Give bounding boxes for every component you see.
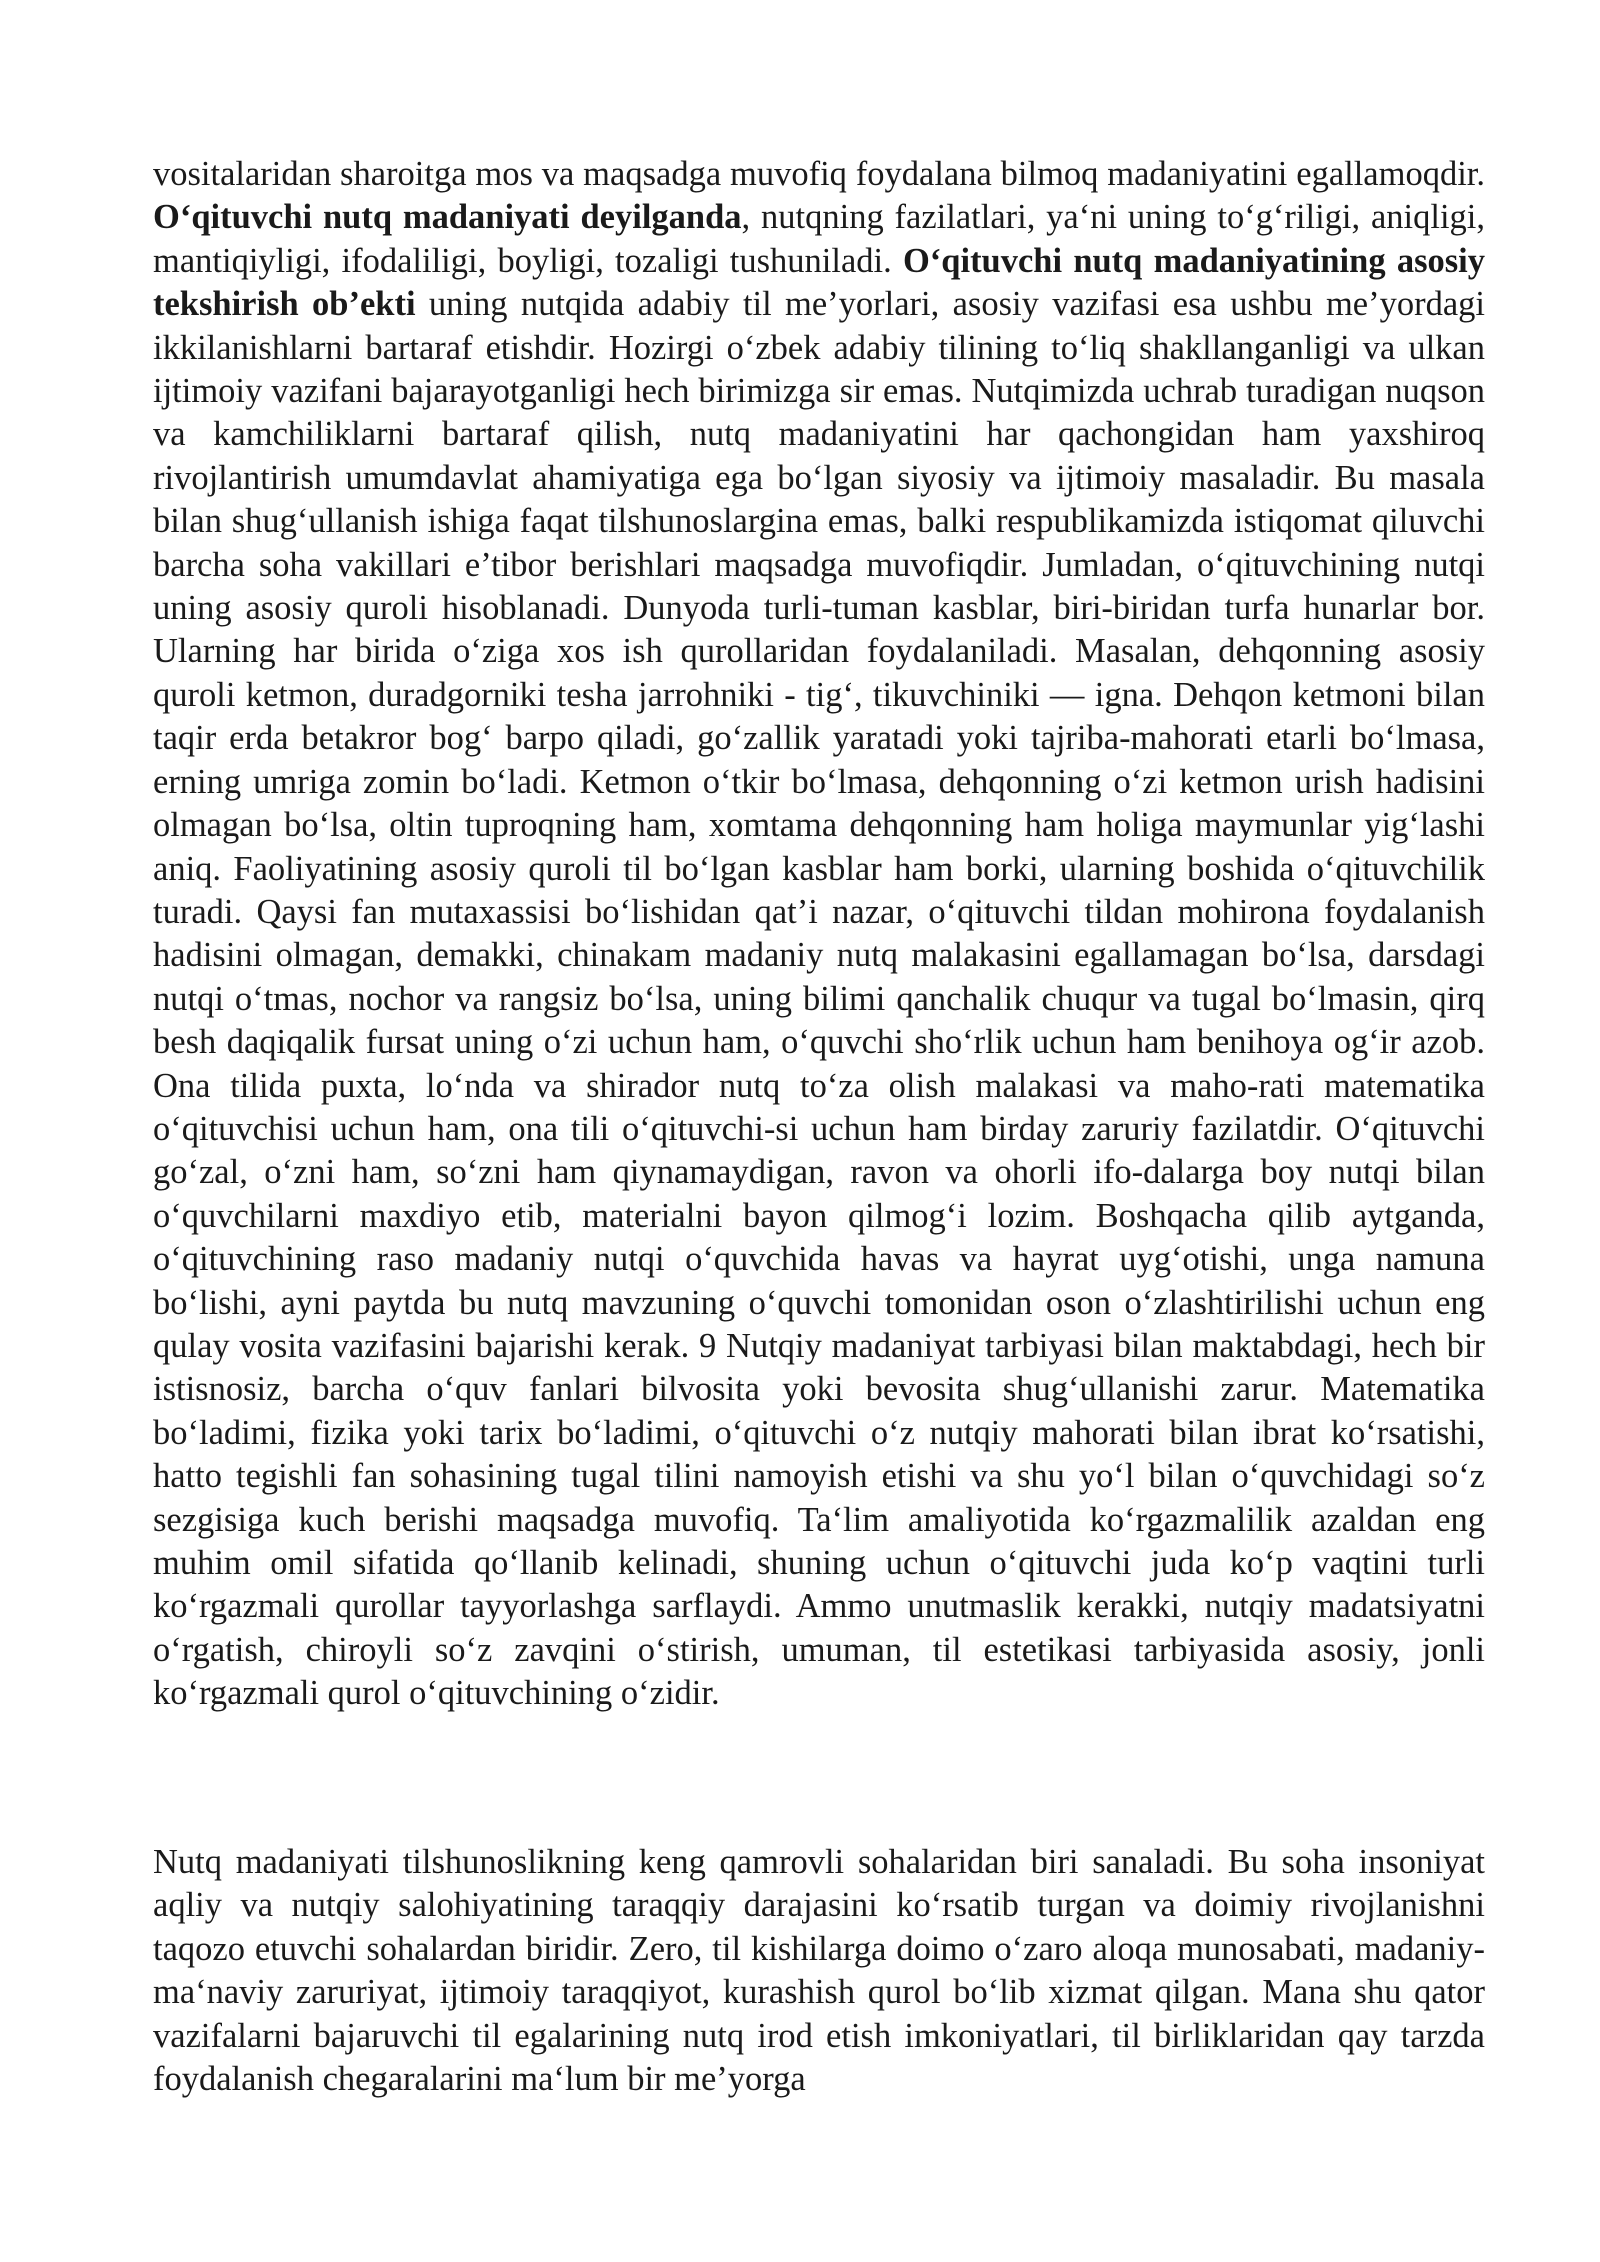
bold-term: O‘qituvchi nutq madaniyatining asosiy tekshirish ob’ekti xyxy=(153,241,1486,324)
text-segment: Nutq madaniyati tilshunoslikning keng qamrovli sohalaridan biri sanaladi. Bu soha insoniyat aqliy va nutqiy salohiyatining taraqqiy darajasini ko‘rsatib turgan va doimiy rivojlanishni taqozo etuvchi sohalardan biridir. Zero, til kishilarga doimo o‘zaro aloqa munosabati, madaniy-ma‘naviy zaruriyat, ijtimoiy taraqqiyot, kurashish qurol bo‘lib xizmat qilgan. Mana shu qator vazifalarni bajaruvchi til egalarining nutq irod etish imkoniyatlari, til birliklaridan qay tarzda foydalanish chegaralarini ma‘lum bir me’yorga xyxy=(153,1843,1485,2099)
text-segment: vositalaridan sharoitga mos va maqsadga muvofiq foydalana bilmoq madaniyatini egallamoqdir. xyxy=(153,155,1485,193)
bold-term: O‘qituvchi nutq madaniyati deyilganda xyxy=(153,198,742,237)
text-segment: , nutqning fazilatlari, ya‘ni uning to‘g‘riligi, aniqligi, mantiqiyligi, ifodaliligi, boyligi, tozaligi tushuniladi. xyxy=(153,198,1486,280)
body-paragraph-2 xyxy=(153,1841,1485,2101)
paragraph-text xyxy=(153,153,1485,1716)
text-segment: uning nutqida adabiy til me’yorlari, asosiy vazifasi esa ushbu me’yordagi ikkilanishlarni bartaraf etishdir. Hozirgi o‘zbek adabiy tilining to‘liq shakllanganligi va ulkan ijtimoiy vazifani bajarayotganligi hech birimizga sir emas. Nutqimizda uchrab turadigan nuqson va kamchiliklarni bartaraf qilish, nutq madaniyatini har qachongidan ham yaxshiroq rivojlantirish umumdavlat ahamiyatiga ega bo‘lgan siyosiy va ijtimoiy masaladir. Bu masala bilan shug‘ullanish ishiga faqat tilshunoslargina emas, balki respublikamizda istiqomat qiluvchi barcha soha vakillari e’tibor berishlari maqsadga muvofiqdir. Jumladan, o‘qituvchining nutqi uning asosiy quroli hisoblanadi. Dunyoda turli-tuman kasblar, biri-biridan turfa hunarlar bor. Ularning har birida o‘ziga xos ish qurollaridan foydalaniladi. Masalan, dehqonning asosiy quroli ketmon, duradgorniki tesha jarrohniki - tig‘, tikuvchiniki — igna. Dehqon ketmoni bilan taqir erda betakror bog‘ barpo qiladi, go‘zallik yaratadi yoki tajriba-mahorati etarli bo‘lmasa, erning umriga zomin bo‘ladi. Ketmon o‘tkir bo‘lmasa, dehqonning o‘zi ketmon urish hadisini olmagan bo‘lsa, oltin tuproqning ham, xomtama dehqonning ham holiga maymunlar yig‘lashi aniq. Faoliyatining asosiy quroli til bo‘lgan kasblar ham borki, ularning boshida o‘qituvchilik turadi. Qaysi fan mutaxassisi bo‘lishidan qat’i nazar, o‘qituvchi tildan mohirona foydalanish hadisini olmagan, demakki, chinakam madaniy nutq malakasini egallamagan bo‘lsa, darsdagi nutqi o‘tmas, nochor va rangsiz bo‘lsa, uning bilimi qanchalik chuqur va tugal bo‘lmasin, qirq besh daqiqalik fursat uning o‘zi uchun ham, o‘quvchi sho‘rlik uchun ham benihoya og‘ir azob. Ona tilida puxta, lo‘nda va shirador nutq to‘za olish malakasi va maho-rati matematika o‘qituvchisi uchun ham, ona tili o‘qituvchi-si uchun ham birday zaruriy fazilatdir. O‘qituvchi go‘zal, o‘zni ham, so‘zni ham qiynamaydigan, ravon va ohorli ifo-dalarga boy nutqi bilan o‘quvchilarni maxdiyo etib, materialni bayon qilmog‘i lozim. Boshqacha qilib aytganda, o‘qituvchining raso madaniy nutqi o‘quvchida havas va hayrat uyg‘otishi, unga namuna bo‘lishi, ayni paytda bu nutq mavzuning o‘quvchi tomonidan oson o‘zlashtirilishi uchun eng qulay vosita vazifasini bajarishi kerak. 9 Nutqiy madaniyat tarbiyasi bilan maktabdagi, hech bir istisnosiz, barcha o‘quv fanlari bilvosita yoki bevosita shug‘ullanishi zarur. Matematika bo‘ladimi, fizika yoki tarix bo‘ladimi, o‘qituvchi o‘z nutqiy mahorati bilan ibrat ko‘rsatishi, hatto tegishli fan sohasining tugal tilini namoyish etishi va shu yo‘l bilan o‘quvchidagi so‘z sezgisiga kuch berishi maqsadga muvofiq. Ta‘lim amaliyotida ko‘rgazmalilik azaldan eng muhim omil sifatida qo‘llanib kelinadi, shuning uchun o‘qituvchi juda ko‘p vaqtini turli ko‘rgazmali qurollar tayyorlashga sarflaydi. Ammo unutmaslik kerakki, nutqiy madatsiyatni o‘rgatish, chiroyli so‘z zavqini o‘stirish, umuman, til estetikasi tarbiyasida asosiy, jonli ko‘rgazmali qurol o‘qituvchining o‘zidir. xyxy=(153,285,1485,1713)
paragraph-text xyxy=(153,1841,1485,2101)
body-paragraph-1 xyxy=(153,153,1485,1716)
